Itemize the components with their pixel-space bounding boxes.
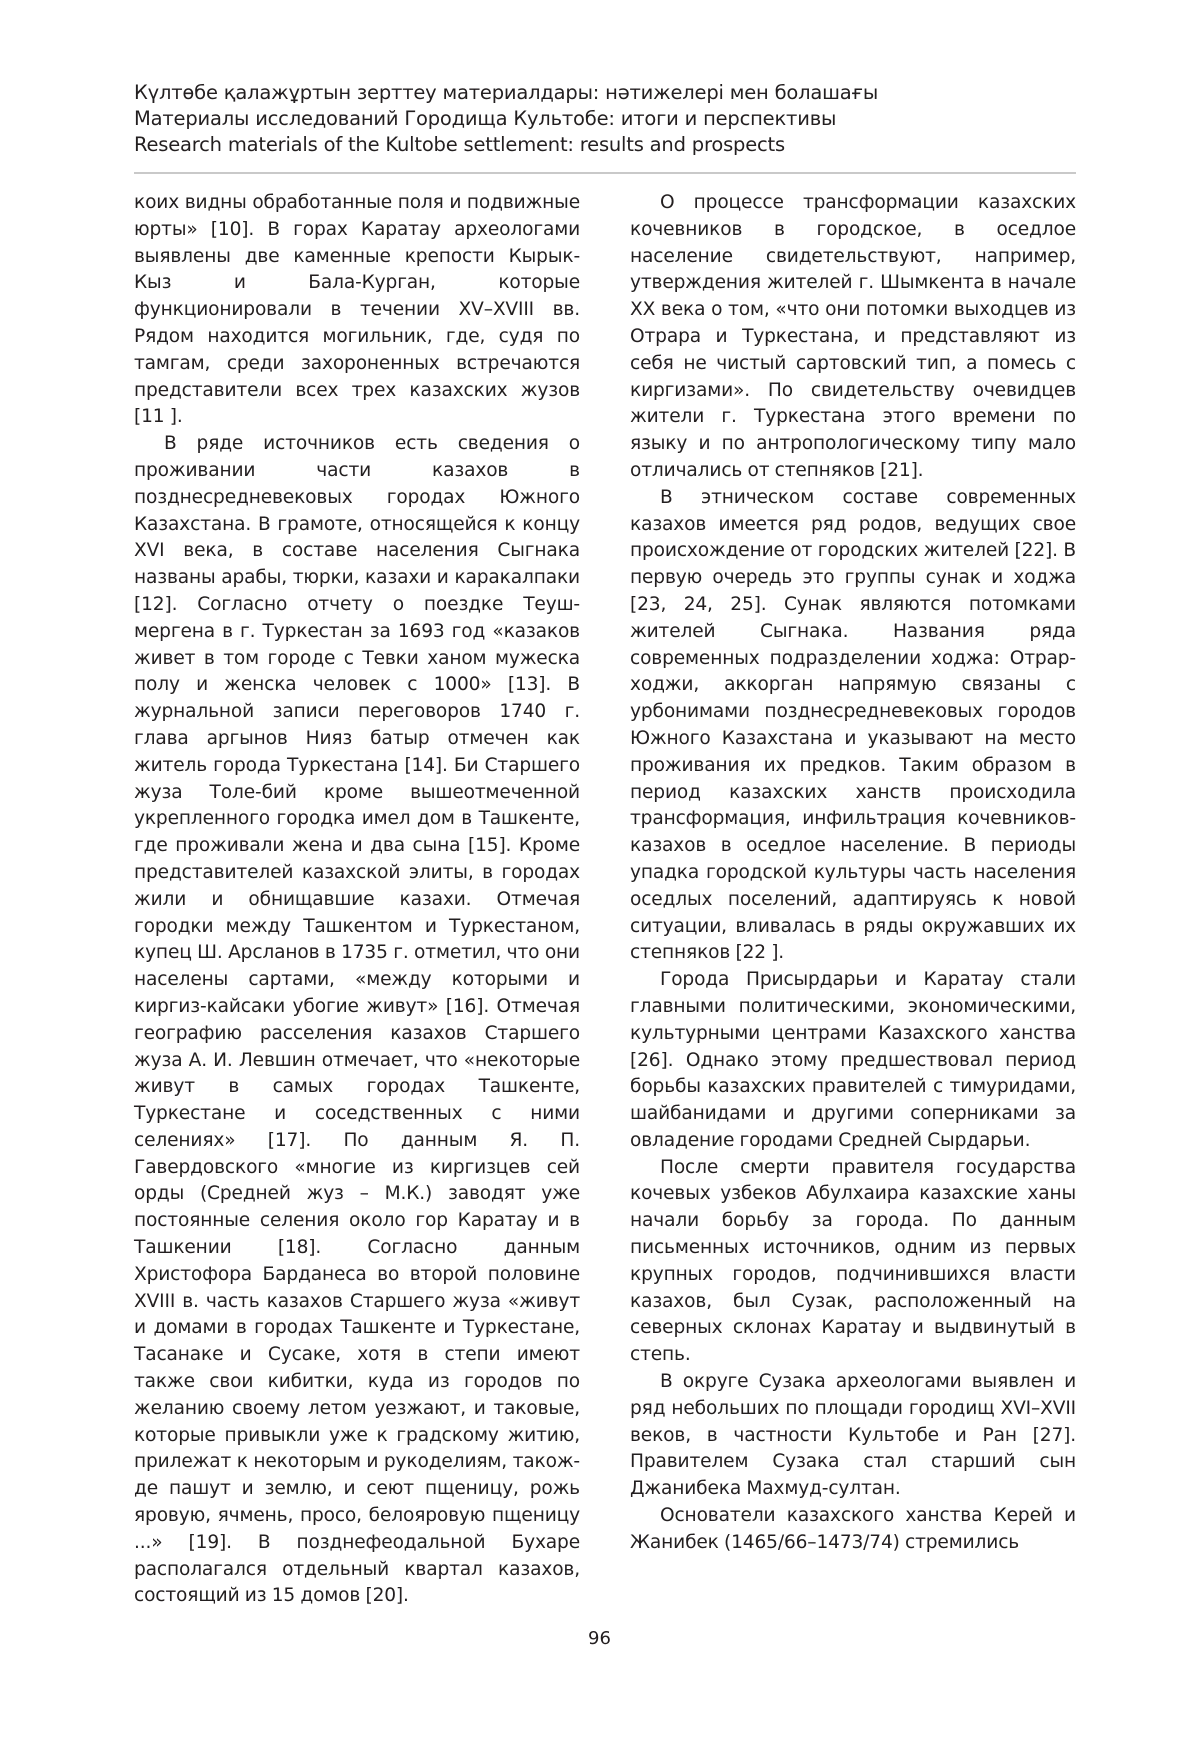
left-text-column — [134, 190, 580, 1610]
paragraph: В ряде источников есть сведения о проживании части казахов в позднесредневековых городах Южного Казахстана. В грамоте, относящейся к концу XVI века, в составе населения Сыгнака названы арабы, тюрки, казахи и каракалпаки [12]. Согласно отчету о поездке Теуш-мергена в г. Туркестан за 1693 год «казаков живет в том городе с Тевки ханом мужеска полу и женска человек с 1000» [13]. В журнальной записи переговоров 1740 г. глава аргынов Нияз батыр отмечен как житель города Туркестана [14]. Би Старшего жуза Толе-бий кроме вышеотмеченной укрепленного городка имел дом в Ташкенте, где проживали жена и два сына [15]. Кроме представителей казахской элиты, в городах жили и обнищавшие казахи. Отмечая городки между Ташкентом и Туркестаном, купец Ш. Арсланов в 1735 г. отметил, что они населены сартами, «между которыми и киргиз-кайсаки убогие живут» [16]. Отмечая географию расселения казахов Старшего жуза А. И. Левшин отмечает, что «некоторые живут в самых городах Ташкенте, Туркестане и соседственных с ними селениях» [17]. По данным Я. П. Гавердовского «многие из киргизцев сей орды (Средней жуз – М.К.) заводят уже постоянные селения около гор Каратау и в Ташкении [18]. Согласно данным Христофора Барданеса во второй половине XVIII в. часть казахов Старшего жуза «живут и домами в городах Ташкенте и Туркестане, Тасанаке и Сусаке, хотя в степи имеют также свои кибитки, куда из городов по желанию своему летом уезжают, и таковые, которые привыкли уже к градскому житию, прилежат к некоторым и рукоделиям, також-де пашут и землю, и сеют пщеницу, рожь яровую, ячмень, просо, белояровую пщеницу ...» [19]. В позднефеодальной Бухаре располагался отдельный квартал казахов, состоящий из 15 домов [20]. — [134, 433, 580, 1607]
paragraph: О процессе трансформации казахских кочевников в городское, в оседлое население свидетельствуют, например, утверждения жителей г. Шымкента в начале XX века о том, «что они потомки выходцев из Отрара и Туркестана, и представляют из себя не чистый сартовский тип, а помесь с киргизами». По свидетельству очевидцев жители г. Туркестана этого времени по языку и по антропологическому типу мало отличались от степняков [21]. — [630, 192, 1076, 481]
header-title-russian: Материалы исследований Городища Культобе: итоги и перспективы — [134, 107, 837, 130]
page-number: 96 — [588, 1628, 611, 1649]
paragraph: Основатели казахского ханства Керей и Жанибек (1465/66–1473/74) стремились — [630, 1505, 1076, 1553]
paragraph: коих видны обработанные поля и подвижные юрты» [10]. В горах Каратау археологами выявлены две каменные крепости Кырык-Кыз и Бала-Курган, которые функционировали в течении XV–XVIII вв. Рядом находится могильник, где, судя по тамгам, среди захороненных встречаются представители всех трех казахских жузов [11 ]. — [134, 192, 580, 428]
paragraph: В этническом составе современных казахов имеется ряд родов, ведущих свое происхождение от городских жителей [22]. В первую очередь это группы сунак и ходжа [23, 24, 25]. Сунак являются потомками жителей Сыгнака. Названия ряда современных подразделении ходжа: Отрар-ходжи, аккорган напрямую связаны с урбонимами позднесредневековых городов Южного Казахстана и указывают на место проживания их предков. Таким образом в период казахских ханств происходила трансформация, инфильтрация кочевников-казахов в оседлое население. В периоды упадка городской культуры часть населения оседлых поселений, адаптируясь к новой ситуации, вливалась в ряды окружавших их степняков [22 ]. — [630, 486, 1076, 964]
header-title-kazakh: Күлтөбе қалажұртын зерттеу материалдары: нәтижелері мен болашағы — [134, 81, 879, 104]
paragraph: Города Присырдарьи и Каратау стали главными политическими, экономическими, культурными центрами Казахского ханства [26]. Однако этому предшествовал период борьбы казахских правителей с тимуридами, шайбанидами и другими соперниками за овладение городами Средней Сырдарьи. — [630, 969, 1076, 1151]
paragraph: В округе Сузака археологами выявлен и ряд небольших по площади городищ XVI–XVII веков, в частности Культобе и Ран [27]. Правителем Сузака стал старший сын Джанибека Махмуд-султан. — [630, 1371, 1076, 1500]
right-text-column — [630, 190, 1076, 1557]
running-header — [134, 80, 1074, 158]
header-divider — [134, 172, 1076, 174]
header-title-english: Research materials of the Kultobe settlement: results and prospects — [134, 133, 785, 156]
paragraph: После смерти правителя государства кочевых узбеков Абулхаира казахские ханы начали борьбу за города. По данным письменных источников, одним из первых крупных городов, подчинившихся власти казахов, был Сузак, расположенный на северных склонах Каратау и выдвинутый в степь. — [630, 1156, 1076, 1366]
